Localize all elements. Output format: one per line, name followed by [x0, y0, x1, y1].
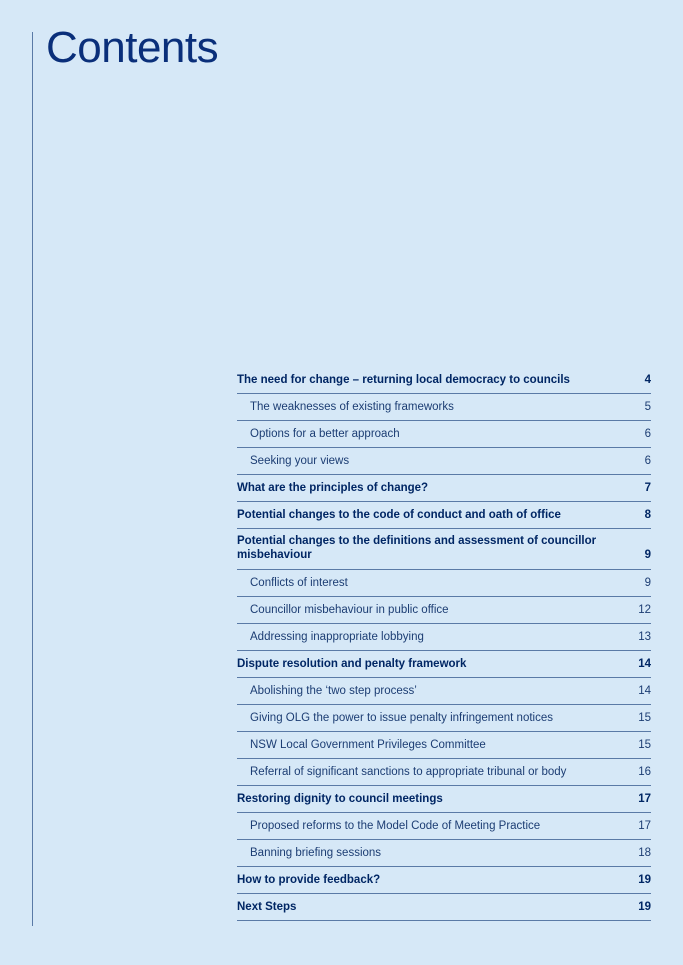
toc-entry-page: 4: [644, 374, 651, 386]
toc-entry-page: 9: [644, 577, 651, 589]
toc-entry-label: Proposed reforms to the Model Code of Meeting Practice: [250, 820, 541, 832]
toc-entry-page: 15: [638, 739, 651, 751]
toc-entry-page: 6: [644, 428, 651, 440]
toc-entry-page: 12: [638, 604, 651, 616]
toc-entry-label: Next Steps: [237, 901, 297, 913]
toc-entry[interactable]: [237, 678, 651, 705]
toc-entry[interactable]: [237, 597, 651, 624]
toc-entry[interactable]: [237, 867, 651, 894]
toc-entry-page: 5: [644, 401, 651, 413]
toc-entry-label: Potential changes to the definitions and assessment of councillor misbehaviour: [237, 535, 597, 561]
toc-entry-label: Dispute resolution and penalty framework: [237, 658, 467, 670]
toc-entry-label: Councillor misbehaviour in public office: [250, 604, 449, 616]
toc-entry-label: Conflicts of interest: [250, 577, 348, 589]
toc-entry[interactable]: [237, 529, 651, 570]
toc-entry-page: 7: [644, 482, 651, 494]
toc-entry[interactable]: [237, 570, 651, 597]
toc-entry[interactable]: [237, 840, 651, 867]
table-of-contents: [237, 367, 651, 921]
toc-entry-label: Restoring dignity to council meetings: [237, 793, 443, 805]
toc-entry-page: 16: [638, 766, 651, 778]
toc-entry[interactable]: [237, 786, 651, 813]
toc-entry-label: Banning briefing sessions: [250, 847, 382, 859]
page-title: Contents: [46, 23, 219, 72]
toc-entry-page: 17: [638, 793, 651, 805]
toc-entry[interactable]: [237, 421, 651, 448]
toc-entry[interactable]: [237, 367, 651, 394]
toc-entry-label: Addressing inappropriate lobbying: [250, 631, 424, 643]
toc-entry[interactable]: [237, 502, 651, 529]
toc-entry[interactable]: [237, 475, 651, 502]
toc-entry-page: 15: [638, 712, 651, 724]
toc-entry-label: Seeking your views: [250, 455, 350, 467]
toc-entry-page: 6: [644, 455, 651, 467]
toc-entry-page: 14: [638, 685, 651, 697]
toc-entry[interactable]: [237, 732, 651, 759]
toc-entry-label: Giving OLG the power to issue penalty infringement notices: [250, 712, 553, 724]
toc-entry-label: The need for change – returning local democracy to councils: [237, 374, 570, 386]
toc-entry-label: How to provide feedback?: [237, 874, 381, 886]
toc-entry[interactable]: [237, 624, 651, 651]
toc-entry-label: What are the principles of change?: [237, 482, 429, 494]
toc-entry-page: 9: [644, 549, 651, 561]
toc-entry[interactable]: [237, 894, 651, 921]
toc-entry-label: Options for a better approach: [250, 428, 400, 440]
toc-entry-page: 19: [638, 874, 651, 886]
toc-entry-page: 14: [638, 658, 651, 670]
toc-entry-label: The weaknesses of existing frameworks: [250, 401, 454, 413]
toc-entry[interactable]: [237, 394, 651, 421]
toc-entry-label: NSW Local Government Privileges Committee: [250, 739, 486, 751]
toc-entry-page: 18: [638, 847, 651, 859]
margin-rule: [32, 32, 33, 926]
toc-entry[interactable]: [237, 448, 651, 475]
toc-entry-label: Abolishing the ‘two step process’: [250, 685, 417, 697]
toc-entry-page: 17: [638, 820, 651, 832]
toc-entry[interactable]: [237, 651, 651, 678]
toc-entry[interactable]: [237, 705, 651, 732]
toc-entry-page: 8: [644, 509, 651, 521]
toc-entry-page: 13: [638, 631, 651, 643]
toc-entry[interactable]: [237, 759, 651, 786]
toc-entry[interactable]: [237, 813, 651, 840]
toc-entry-page: 19: [638, 901, 651, 913]
toc-entry-label: Referral of significant sanctions to appropriate tribunal or body: [250, 766, 567, 778]
toc-entry-label: Potential changes to the code of conduct and oath of office: [237, 509, 561, 521]
